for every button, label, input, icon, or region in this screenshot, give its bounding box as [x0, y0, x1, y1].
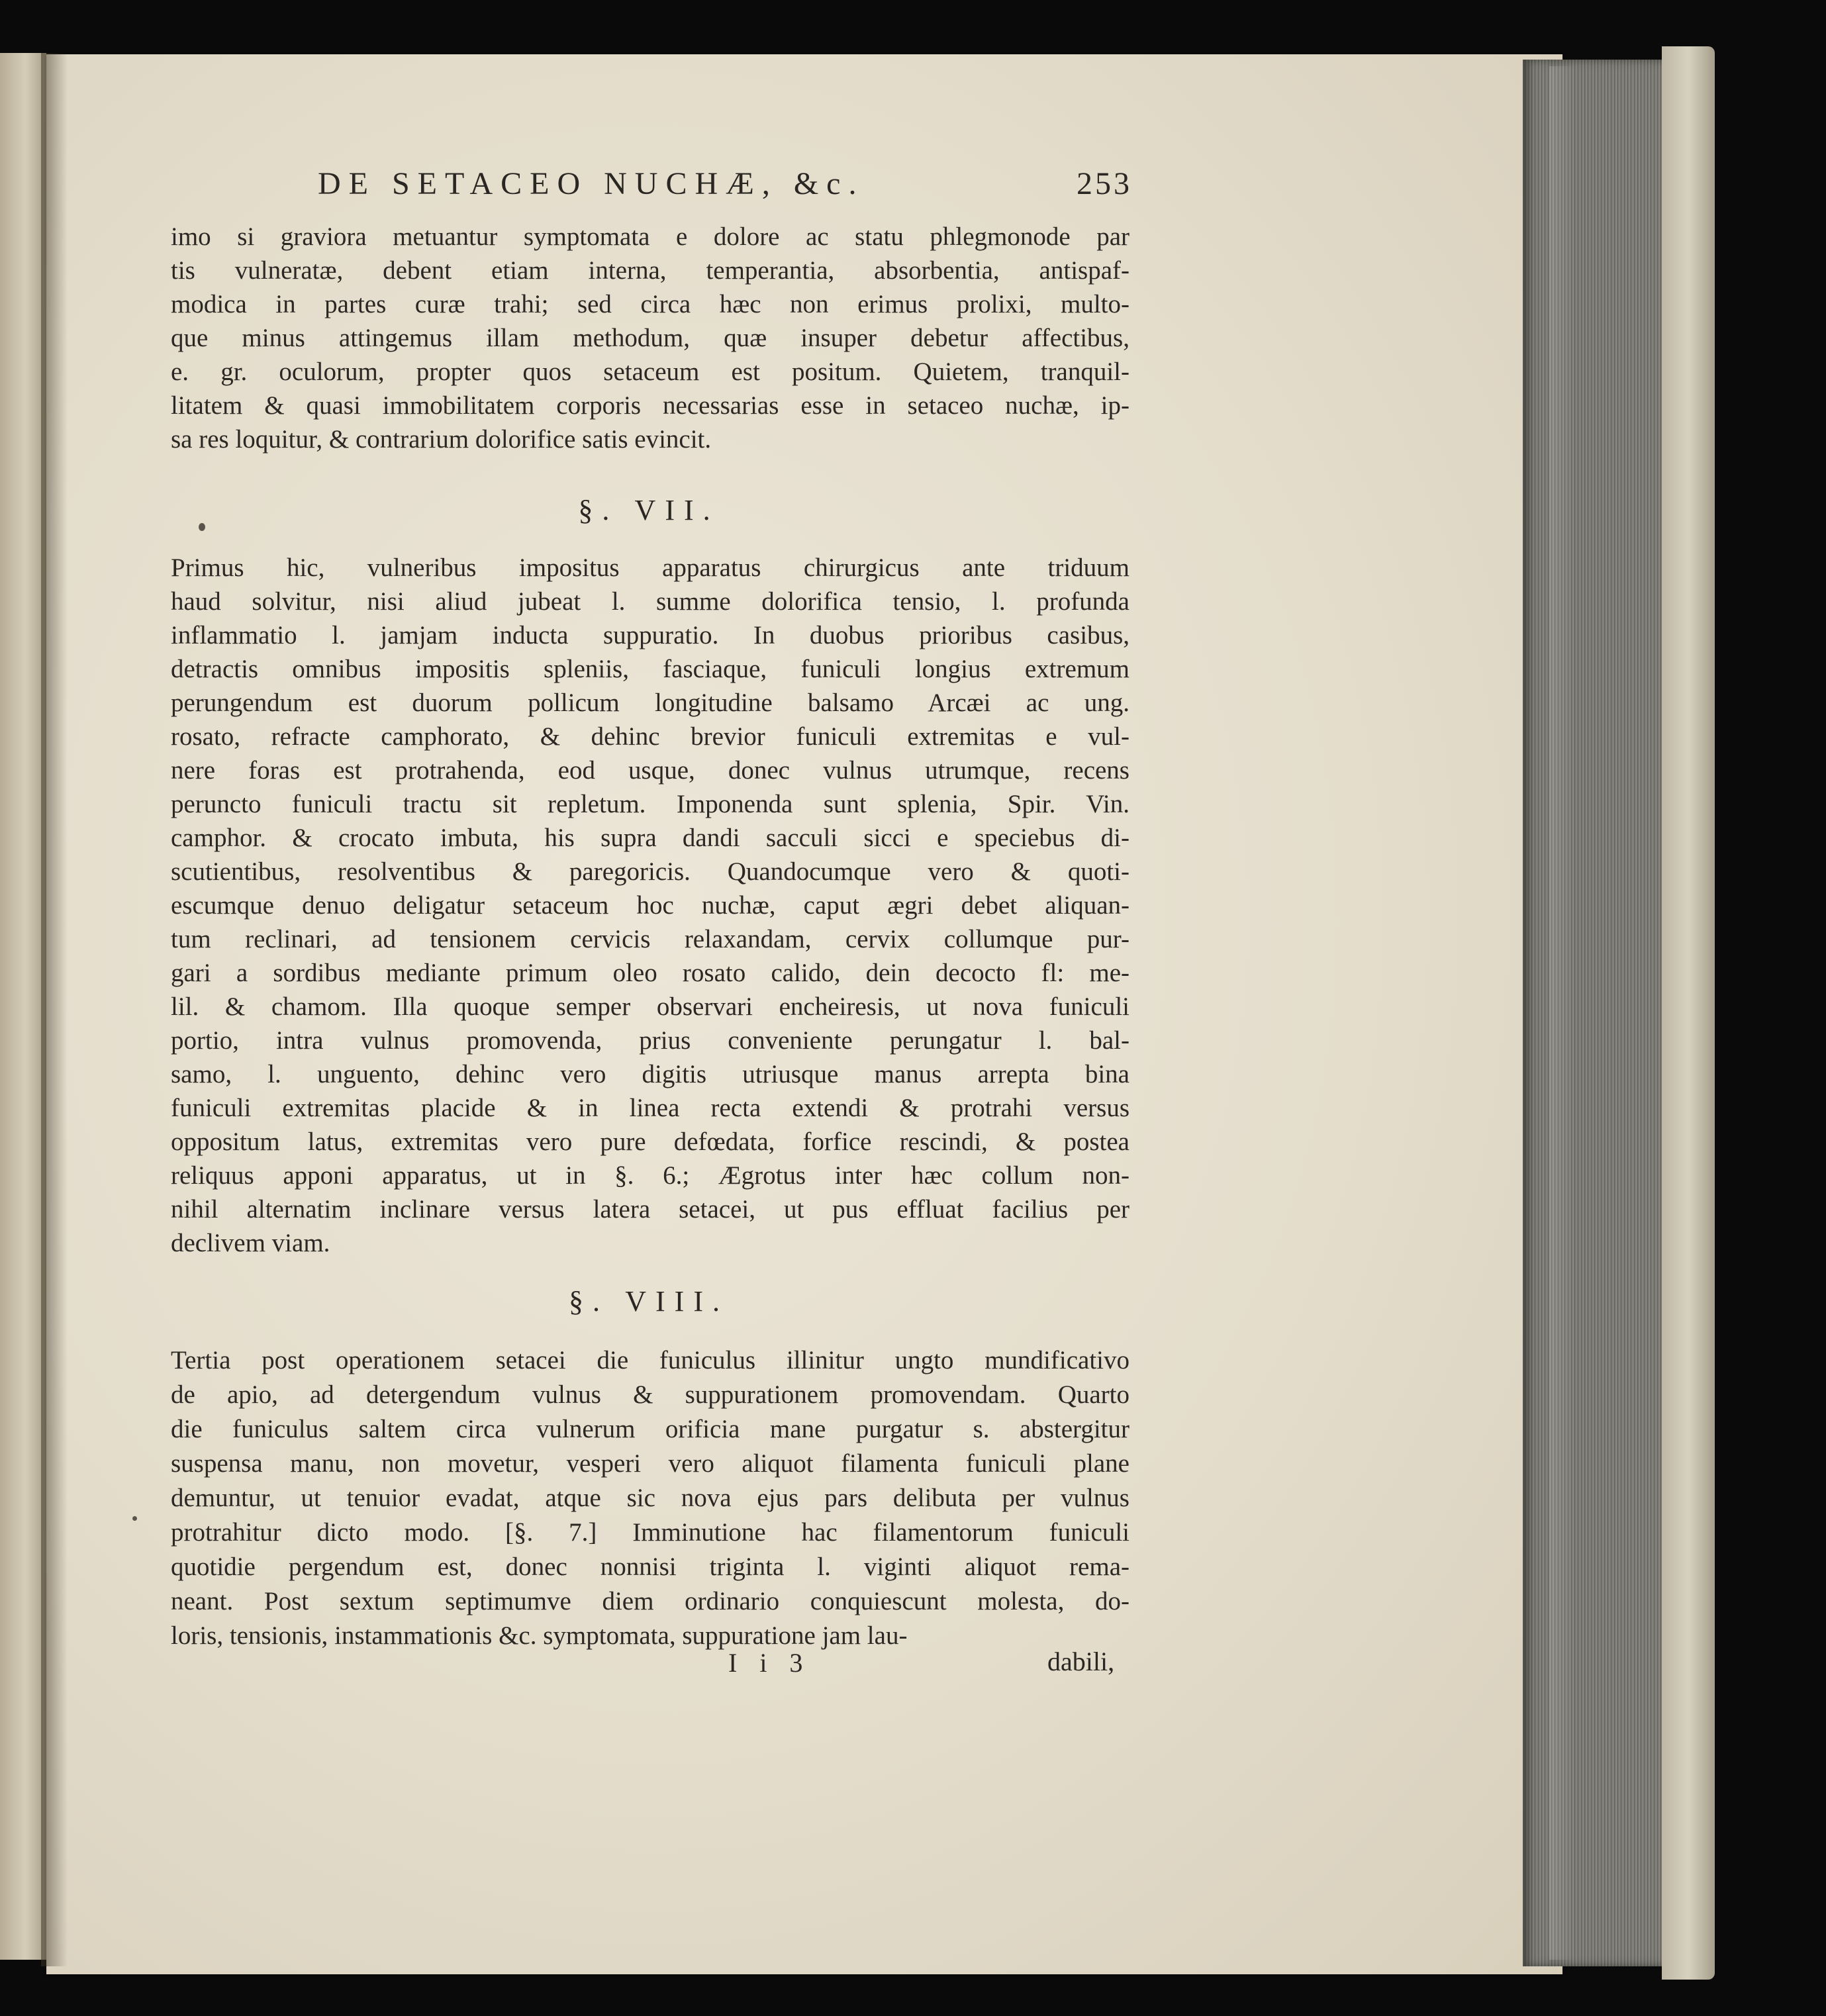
catchword: dabili,: [1047, 1647, 1115, 1676]
text-line: perungendum est duorum pollicum longitudine balsamo Arcæi ac ung.: [171, 689, 1129, 717]
text-line: protrahitur dicto modo. [§. 7.] Imminutione hac filamentorum funiculi: [171, 1518, 1129, 1547]
paper-spot: [199, 523, 205, 531]
text-line: suspensa manu, non movetur, vesperi vero aliquot filamenta funiculi plane: [171, 1449, 1129, 1478]
text-line: nihil alternatim inclinare versus latera setacei, ut pus effluat facilius per: [171, 1195, 1129, 1224]
text-line: tis vulneratæ, debent etiam interna, temperantia, absorbentia, antispaf-: [171, 256, 1129, 285]
text-line: rosato, refracte camphorato, & dehinc brevior funiculi extremitas e vul-: [171, 722, 1129, 751]
text-line: gari a sordibus mediante primum oleo rosato calido, dein decocto fl: me-: [171, 959, 1129, 987]
page-number: 253: [1077, 166, 1132, 201]
text-line: de apio, ad detergendum vulnus & suppurationem promovendam. Quarto: [171, 1380, 1129, 1409]
text-line: nere foras est protrahenda, eod usque, donec vulnus utrumque, recens: [171, 756, 1129, 785]
text-line: Tertia post operationem setacei die funiculus illinitur ungto mundificativo: [171, 1346, 1129, 1374]
text-line: lil. & chamom. Illa quoque semper observari encheiresis, ut nova funiculi: [171, 992, 1129, 1021]
text-line: samo, l. unguento, dehinc vero digitis utriusque manus arrepta bina: [171, 1060, 1129, 1088]
text-line: demuntur, ut tenuior evadat, atque sic nova ejus pars delibuta per vulnus: [171, 1484, 1129, 1512]
section-heading-8: §. VIII.: [569, 1285, 729, 1318]
text-line: detractis omnibus impositis spleniis, fasciaque, funiculi longius extremum: [171, 655, 1129, 683]
text-line: scutientibus, resolventibus & paregoricis. Quandocumque vero & quoti-: [171, 857, 1129, 886]
text-line: neant. Post sextum septimumve diem ordinario conquiescunt molesta, do-: [171, 1587, 1129, 1615]
verso-page-edge: [0, 53, 46, 1960]
text-line: oppositum latus, extremitas vero pure defœdata, forfice rescindi, & postea: [171, 1128, 1129, 1156]
text-line: sa res loquitur, & contrarium dolorifice satis evincit.: [171, 425, 712, 454]
text-line: portio, intra vulnus promovenda, prius conveniente perungatur l. bal-: [171, 1026, 1129, 1055]
text-line: funiculi extremitas placide & in linea recta extendi & protrahi versus: [171, 1094, 1129, 1122]
signature-mark: I i 3: [728, 1648, 811, 1678]
book-cover-board: [1662, 46, 1715, 1980]
text-line: escumque denuo deligatur setaceum hoc nuchæ, caput ægri debet aliquan-: [171, 891, 1129, 920]
text-line: Primus hic, vulneribus impositus apparatus chirurgicus ante triduum: [171, 553, 1129, 582]
text-line: loris, tensionis, instammationis &c. symptomata, suppuratione jam lau-: [171, 1621, 908, 1650]
running-header: [318, 166, 1132, 202]
text-line: tum reclinari, ad tensionem cervicis relaxandam, cervix collumque pur-: [171, 925, 1129, 953]
text-line: litatem & quasi immobilitatem corporis necessarias esse in setaceo nuchæ, ip-: [171, 391, 1129, 420]
text-line: declivem viam.: [171, 1229, 330, 1257]
text-line: que minus attingemus illam methodum, quæ insuper debetur affectibus,: [171, 324, 1129, 352]
page-block-highlight: [1549, 66, 1576, 1960]
text-line: die funiculus saltem circa vulnerum orificia mane purgatur s. abstergitur: [171, 1415, 1129, 1443]
running-title: DE SETACEO NUCHÆ, &c.: [318, 166, 865, 201]
text-line: imo si graviora metuantur symptomata e dolore ac statu phlegmonode par: [171, 222, 1129, 251]
section-heading-7: §. VII.: [578, 494, 720, 526]
text-line: haud solvitur, nisi aliud jubeat l. summe dolorifica tensio, l. profunda: [171, 587, 1129, 616]
text-line: quotidie pergendum est, donec nonnisi triginta l. viginti aliquot rema-: [171, 1553, 1129, 1581]
text-line: peruncto funiculi tractu sit repletum. Imponenda sunt splenia, Spir. Vin.: [171, 790, 1129, 818]
text-line: e. gr. oculorum, propter quos setaceum est positum. Quietem, tranquil-: [171, 358, 1129, 386]
text-line: modica in partes curæ trahi; sed circa hæc non erimus prolixi, multo-: [171, 290, 1129, 318]
gutter-shadow: [41, 53, 68, 1966]
text-line: reliquus apponi apparatus, ut in §. 6.; Ægrotus inter hæc collum non-: [171, 1161, 1129, 1190]
text-line: inflammatio l. jamjam inducta suppuratio. In duobus prioribus casibus,: [171, 621, 1129, 649]
paper-spot: [132, 1516, 137, 1521]
text-line: camphor. & crocato imbuta, his supra dandi sacculi sicci e speciebus di-: [171, 824, 1129, 852]
